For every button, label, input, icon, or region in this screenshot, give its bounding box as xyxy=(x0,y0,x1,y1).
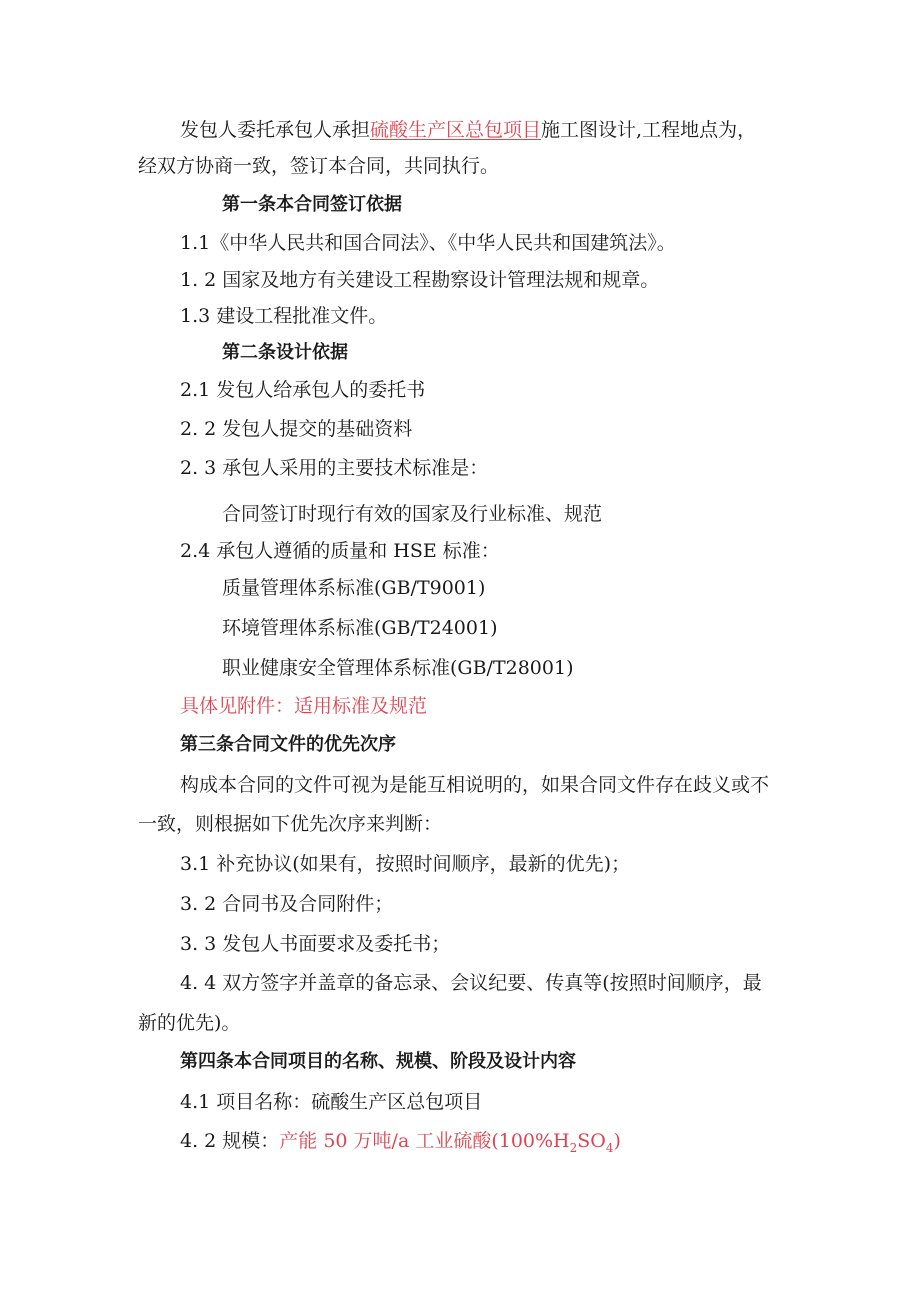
standard-quality: 质量管理体系标准(GB/T9001) xyxy=(222,577,486,599)
article-3-intro-2: 一致，则根据如下优先次序来判断： xyxy=(138,813,443,835)
article-3-item-3: 3. 3 发包人书面要求及委托书； xyxy=(180,933,451,955)
standard-health-safety: 职业健康安全管理体系标准(GB/T28001) xyxy=(222,657,574,679)
intro-suffix: 施工图设计,工程地点为， xyxy=(541,119,757,141)
scale-value: 产能 50 万吨/a 工业硫酸$(100\%H_2SO_4)$ xyxy=(279,1130,621,1155)
article-1-item-2: 1. 2 国家及地方有关建设工程勘察设计管理法规和规章。 xyxy=(180,269,660,291)
article-4-heading: 第四条本合同项目的名称、规模、阶段及设计内容 xyxy=(180,1051,576,1072)
standard-environment: 环境管理体系标准(GB/T24001) xyxy=(222,617,498,639)
article-3-intro-1: 构成本合同的文件可视为是能互相说明的，如果合同文件存在歧义或不 xyxy=(180,774,770,796)
appendix-note: 具体见附件：适用标准及规范 xyxy=(180,695,428,717)
article-1-item-1: 1.1《中华人民共和国合同法》、《中华人民共和国建筑法》。 xyxy=(180,232,676,254)
scale-label: 4. 2 规模： xyxy=(180,1130,280,1152)
article-2-item-3: 2. 3 承包人采用的主要技术标准是： xyxy=(180,457,489,479)
article-2-item-1: 2.1 发包人给承包人的委托书 xyxy=(180,379,426,401)
article-3-item-1: 3.1 补充协议(如果有，按照时间顺序，最新的优先)； xyxy=(180,853,631,875)
article-1-item-3: 1.3 建设工程批准文件。 xyxy=(180,305,388,327)
article-2-item-2: 2. 2 发包人提交的基础资料 xyxy=(180,418,413,440)
article-3-item-2: 3. 2 合同书及合同附件； xyxy=(180,893,394,915)
intro-line-1 xyxy=(180,118,756,142)
intro-line-2: 经双方协商一致，签订本合同，共同执行。 xyxy=(138,155,500,177)
article-3-item-4-line-1: 4. 4 双方签字并盖章的备忘录、会议纪要、传真等(按照时间顺序，最 xyxy=(180,972,762,994)
article-4-item-1: 4.1 项目名称：硫酸生产区总包项目 xyxy=(180,1091,483,1113)
article-3-item-4-line-2: 新的优先)。 xyxy=(138,1012,241,1034)
intro-prefix: 发包人委托承包人承担 xyxy=(180,119,371,141)
article-4-item-2 xyxy=(180,1129,621,1153)
project-name-link[interactable]: 硫酸生产区总包项目 xyxy=(370,119,542,141)
article-2-item-4: 2.4 承包人遵循的质量和 HSE 标准： xyxy=(180,540,500,562)
article-2-item-3-detail: 合同签订时现行有效的国家及行业标准、规范 xyxy=(222,503,603,525)
article-1-heading: 第一条本合同签订依据 xyxy=(222,194,402,215)
article-3-heading: 第三条合同文件的优先次序 xyxy=(180,734,396,755)
article-2-heading: 第二条设计依据 xyxy=(222,342,348,363)
